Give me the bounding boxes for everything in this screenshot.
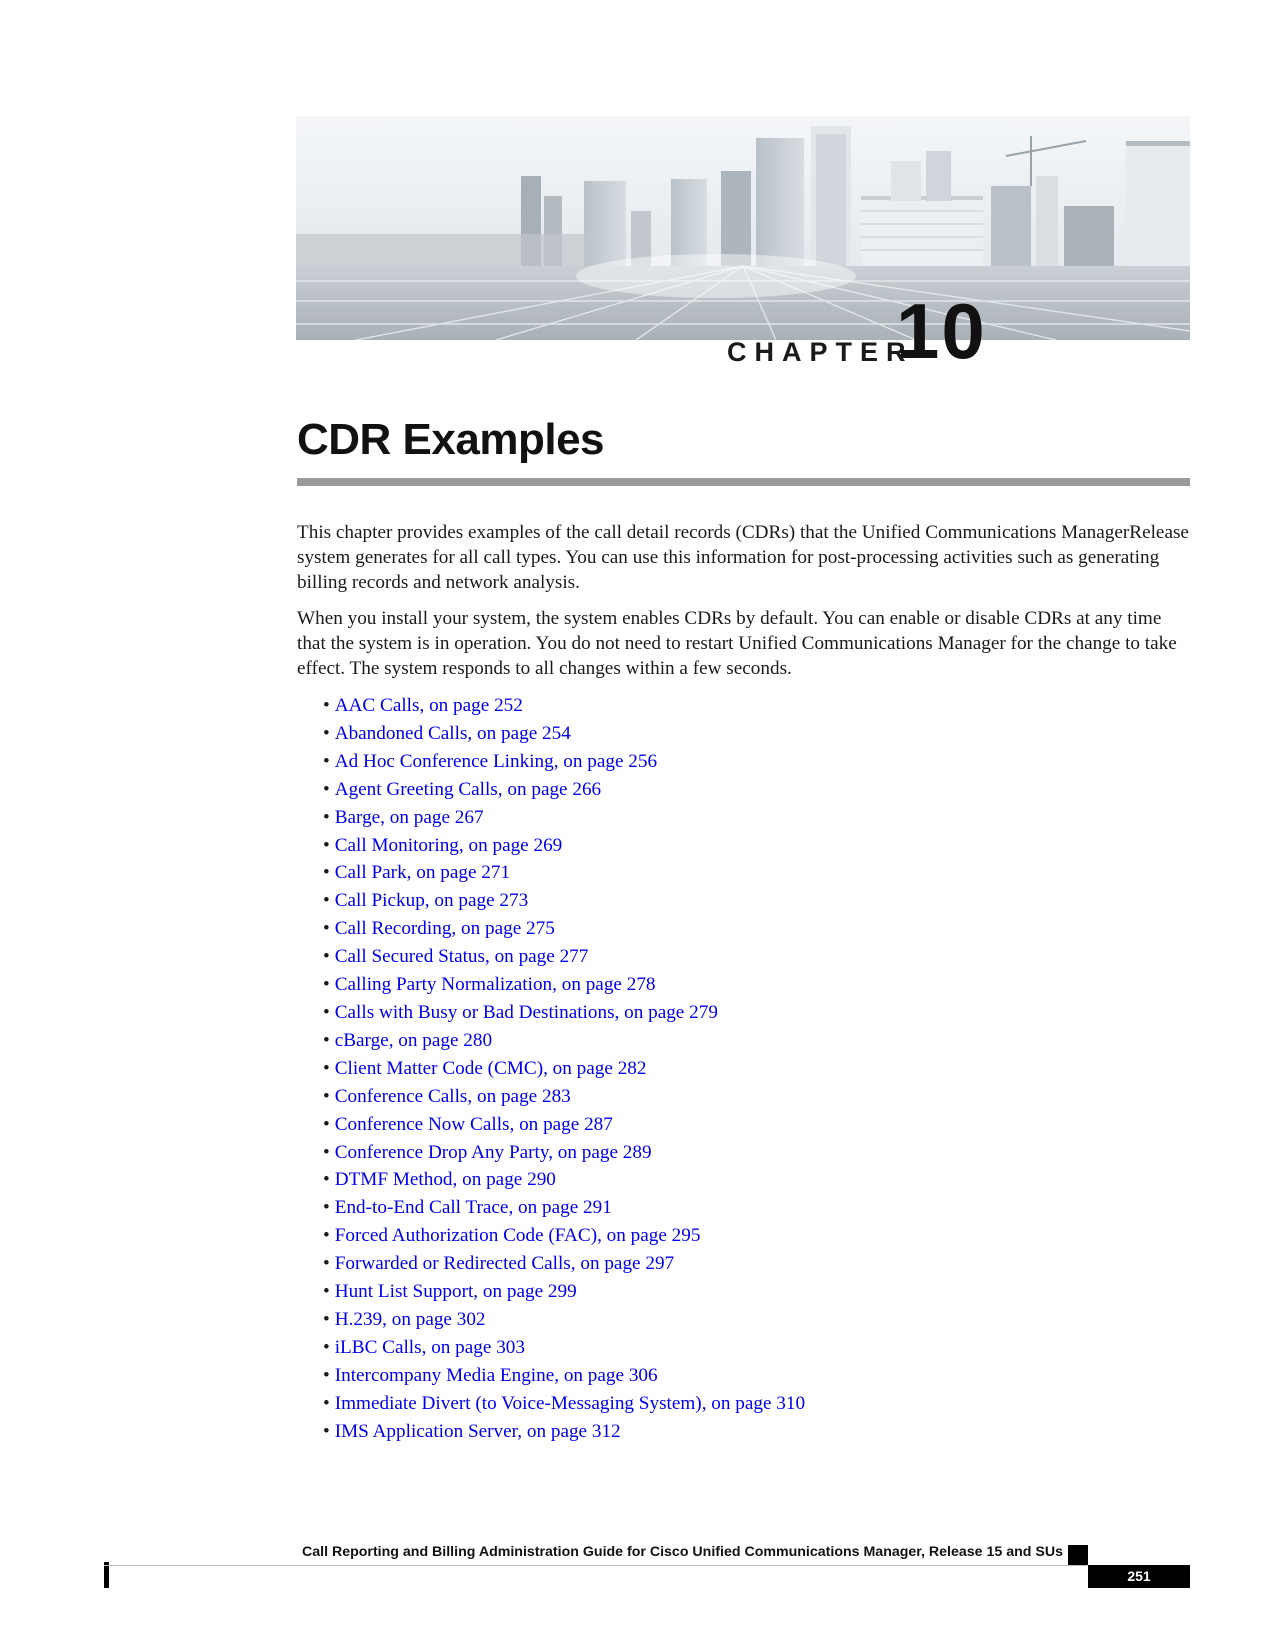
toc-list [323, 692, 805, 1445]
toc-item [323, 1166, 805, 1194]
bullet: • [323, 862, 330, 884]
toc-item [323, 1055, 805, 1083]
bullet: • [323, 918, 330, 940]
toc-link[interactable]: Call Pickup, on page 273 [334, 890, 529, 912]
bullet: • [323, 1336, 330, 1358]
bullet: • [323, 1392, 330, 1414]
toc-item [323, 804, 805, 832]
page-title: CDR Examples [297, 415, 605, 464]
toc-item [323, 692, 805, 720]
toc-link[interactable]: Forced Authorization Code (FAC), on page 295 [334, 1225, 701, 1247]
bullet: • [323, 946, 330, 968]
toc-item [323, 971, 805, 999]
bullet: • [323, 1057, 330, 1079]
toc-item [323, 915, 805, 943]
toc-link[interactable]: Call Secured Status, on page 277 [334, 946, 589, 968]
toc-item [323, 748, 805, 776]
toc-link[interactable]: Forwarded or Redirected Calls, on page 297 [334, 1253, 675, 1275]
toc-link[interactable]: Abandoned Calls, on page 254 [334, 722, 571, 744]
title-divider [297, 478, 1190, 486]
page-number: 251 [1088, 1565, 1190, 1588]
toc-link[interactable]: IMS Application Server, on page 312 [334, 1420, 621, 1442]
bullet: • [323, 1281, 330, 1303]
toc-item [323, 1306, 805, 1334]
bullet: • [323, 1364, 330, 1386]
bullet: • [323, 1001, 330, 1023]
toc-link[interactable]: cBarge, on page 280 [334, 1029, 493, 1051]
bullet: • [323, 1225, 330, 1247]
bullet: • [323, 1029, 330, 1051]
bullet: • [323, 1085, 330, 1107]
toc-link[interactable]: Immediate Divert (to Voice-Messaging System), on page 310 [334, 1392, 806, 1414]
bullet: • [323, 1113, 330, 1135]
footer-book-title: Call Reporting and Billing Administration Guide for Cisco Unified Communications Manager, Release 15 and SUs [302, 1544, 1063, 1560]
toc-item [323, 859, 805, 887]
bullet: • [323, 834, 330, 856]
toc-link[interactable]: Call Monitoring, on page 269 [334, 834, 563, 856]
bullet: • [323, 722, 330, 744]
toc-link[interactable]: AAC Calls, on page 252 [334, 695, 523, 716]
toc-item [323, 1278, 805, 1306]
bullet: • [323, 1141, 330, 1163]
toc-item [323, 1390, 805, 1418]
bullet: • [323, 806, 330, 828]
toc-link[interactable]: Call Recording, on page 275 [334, 918, 555, 940]
toc-link[interactable]: DTMF Method, on page 290 [334, 1169, 556, 1191]
toc-item [323, 832, 805, 860]
toc-link[interactable]: Conference Now Calls, on page 287 [334, 1113, 613, 1135]
toc-item [323, 1222, 805, 1250]
bullet: • [323, 695, 330, 716]
toc-link[interactable]: Ad Hoc Conference Linking, on page 256 [334, 750, 658, 772]
toc-link[interactable]: Conference Calls, on page 283 [334, 1085, 571, 1107]
chapter-number: 10 [896, 287, 987, 375]
cdr-default-paragraph: When you install your system, the system enables CDRs by default. You can enable or disable CDRs at any time that the system is in operation. You do not need to restart Unified Communications Manager for the change to take effect. The system responds to all changes within a few seconds. [297, 608, 1177, 679]
toc-item [323, 943, 805, 971]
toc-item [323, 1334, 805, 1362]
toc-item [323, 1418, 805, 1446]
bullet: • [323, 1197, 330, 1219]
bullet: • [323, 1169, 330, 1191]
bullet: • [323, 1420, 330, 1442]
toc-item [323, 1250, 805, 1278]
toc-link[interactable]: iLBC Calls, on page 303 [334, 1336, 525, 1358]
footer-block [1068, 1545, 1088, 1565]
toc-item [323, 999, 805, 1027]
toc-link[interactable]: Agent Greeting Calls, on page 266 [334, 778, 602, 800]
toc-link[interactable]: End-to-End Call Trace, on page 291 [334, 1197, 612, 1219]
intro-paragraph: This chapter provides examples of the call detail records (CDRs) that the Unified Communications ManagerRelease system generates for all call types. You can use this information for post-processing activities such as generating billing records and network analysis. [297, 522, 1189, 593]
toc-item [323, 1139, 805, 1167]
toc-link[interactable]: H.239, on page 302 [334, 1308, 486, 1330]
toc-link[interactable]: Calls with Busy or Bad Destinations, on page 279 [334, 1001, 718, 1023]
toc-item [323, 887, 805, 915]
toc-item [323, 1194, 805, 1222]
bullet: • [323, 778, 330, 800]
toc-link[interactable]: Call Park, on page 271 [334, 862, 511, 884]
toc-item [323, 1111, 805, 1139]
bullet: • [323, 1253, 330, 1275]
toc-item [323, 776, 805, 804]
toc-item [323, 1027, 805, 1055]
bullet: • [323, 1308, 330, 1330]
toc-link[interactable]: Barge, on page 267 [334, 806, 484, 828]
bullet: • [323, 890, 330, 912]
bullet: • [323, 750, 330, 772]
footer-divider [104, 1565, 1087, 1566]
toc-link[interactable]: Client Matter Code (CMC), on page 282 [334, 1057, 647, 1079]
chapter-banner-image [296, 116, 1190, 340]
toc-link[interactable]: Calling Party Normalization, on page 278 [334, 974, 656, 996]
toc-item [323, 1083, 805, 1111]
toc-item [323, 720, 805, 748]
city-skyline-image [296, 116, 1190, 340]
bullet: • [323, 974, 330, 996]
toc-item [323, 1362, 805, 1390]
chapter-label: CHAPTER [727, 337, 914, 367]
toc-link[interactable]: Hunt List Support, on page 299 [334, 1281, 577, 1303]
toc-link[interactable]: Intercompany Media Engine, on page 306 [334, 1364, 658, 1386]
toc-link[interactable]: Conference Drop Any Party, on page 289 [334, 1141, 652, 1163]
